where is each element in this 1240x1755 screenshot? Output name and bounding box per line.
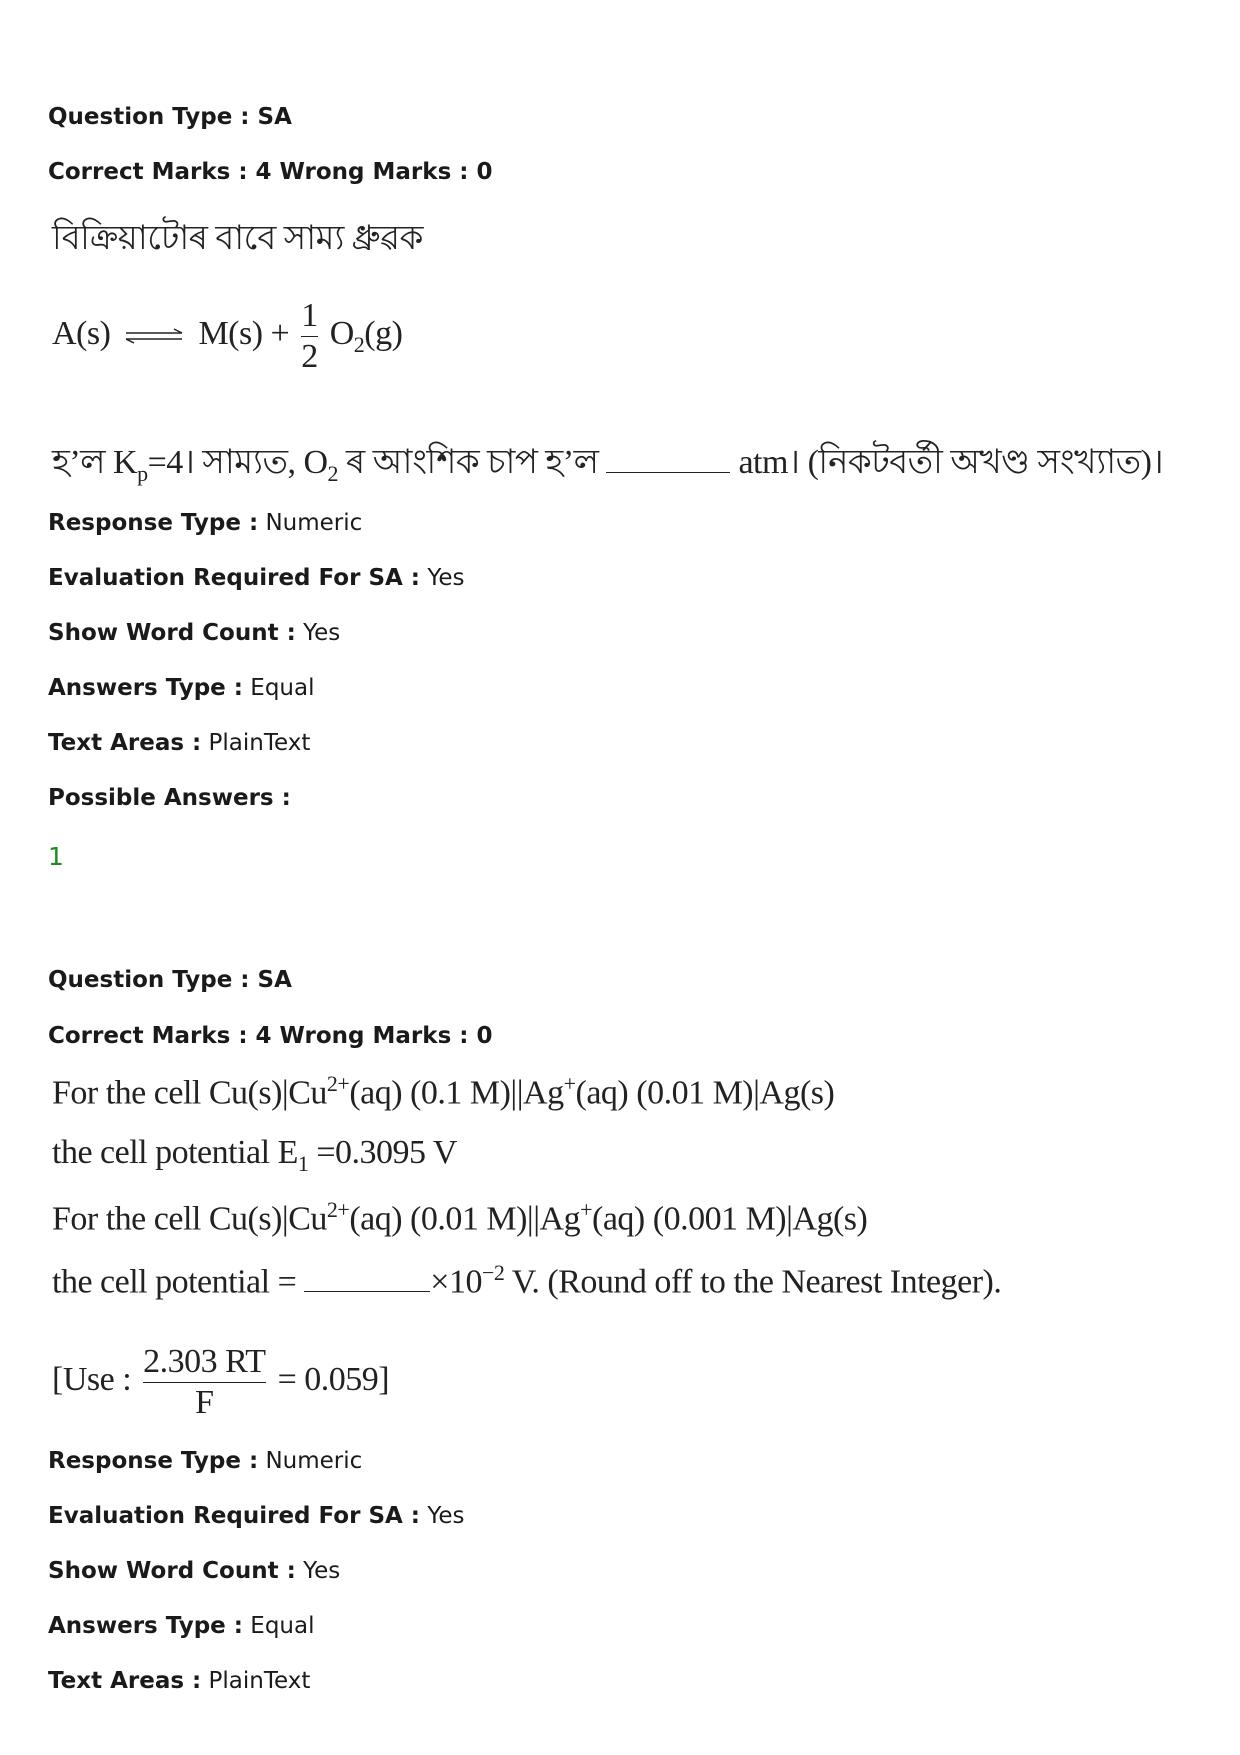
question-type-2: Question Type : SA (48, 967, 292, 993)
response-type-1: Response Type : Numeric (48, 510, 363, 536)
text-areas-1: Text Areas : PlainText (48, 730, 311, 756)
evaluation-required-2: Evaluation Required For SA : Yes (48, 1503, 465, 1529)
question-type-1: Question Type : SA (48, 104, 292, 130)
question-2-line-4: the cell potential = $\times 10^{-2}$ V. (Round off to the Nearest Integer). (52, 1260, 1002, 1301)
half-fraction: $\frac{1}{2}$ (301, 297, 318, 375)
marks-1: Correct Marks : 4 Wrong Marks : 0 (48, 159, 493, 185)
answers-type-1: Answers Type : Equal (48, 675, 315, 701)
answer-blank (304, 1261, 430, 1293)
marks-2: Correct Marks : 4 Wrong Marks : 0 (48, 1023, 493, 1049)
possible-answer-value: 1 (48, 842, 64, 871)
rt-over-f-fraction: $\frac{2.303 RT}{F}$ (143, 1343, 266, 1421)
possible-answers-label: Possible Answers : (48, 785, 291, 811)
question-1-line-1: বিক্ৰিয়াটোৰ বাবে সাম্য ধ্ৰুৱক (52, 220, 423, 257)
answers-type-2: Answers Type : Equal (48, 1613, 315, 1639)
question-1-line-3: হ’ল $K_p=4।$ সাম্যত, $O_2$ ৰ আংশিক চাপ হ’ল atm। (নিকটবৰ্তী অখণ্ড সংখ্যাত)। (52, 436, 1163, 493)
question-2-line-1: For the cell $Cu(s)|Cu^{2+}(aq)$ (0.1 M)||Ag+(aq) (0.01 M)|Ag(s) (52, 1071, 835, 1112)
question-2-hint: [Use : $\frac{2.303 RT}{F}$ = 0.059] (52, 1343, 390, 1421)
question-2-line-2: the cell potential $E_1 =0.3095$ V (52, 1134, 457, 1176)
text-areas-2: Text Areas : PlainText (48, 1668, 311, 1694)
show-word-count-1: Show Word Count : Yes (48, 620, 341, 646)
response-type-2: Response Type : Numeric (48, 1448, 363, 1474)
eq-product: M(s) + (198, 314, 290, 352)
show-word-count-2: Show Word Count : Yes (48, 1558, 341, 1584)
eq-reactant: A(s) (52, 314, 111, 352)
question-1-equation: A(s) M(s) + $\frac{1}{2}$ $O_2(g)$ (52, 297, 403, 375)
evaluation-required-1: Evaluation Required For SA : Yes (48, 565, 465, 591)
equilibrium-arrow-icon (124, 328, 184, 344)
answer-blank (606, 441, 730, 473)
question-2-line-3: For the cell $Cu(s)|Cu^{2+}(aq)$ (0.01 M)||Ag+(aq) (0.001 M)|Ag(s) (52, 1197, 868, 1238)
